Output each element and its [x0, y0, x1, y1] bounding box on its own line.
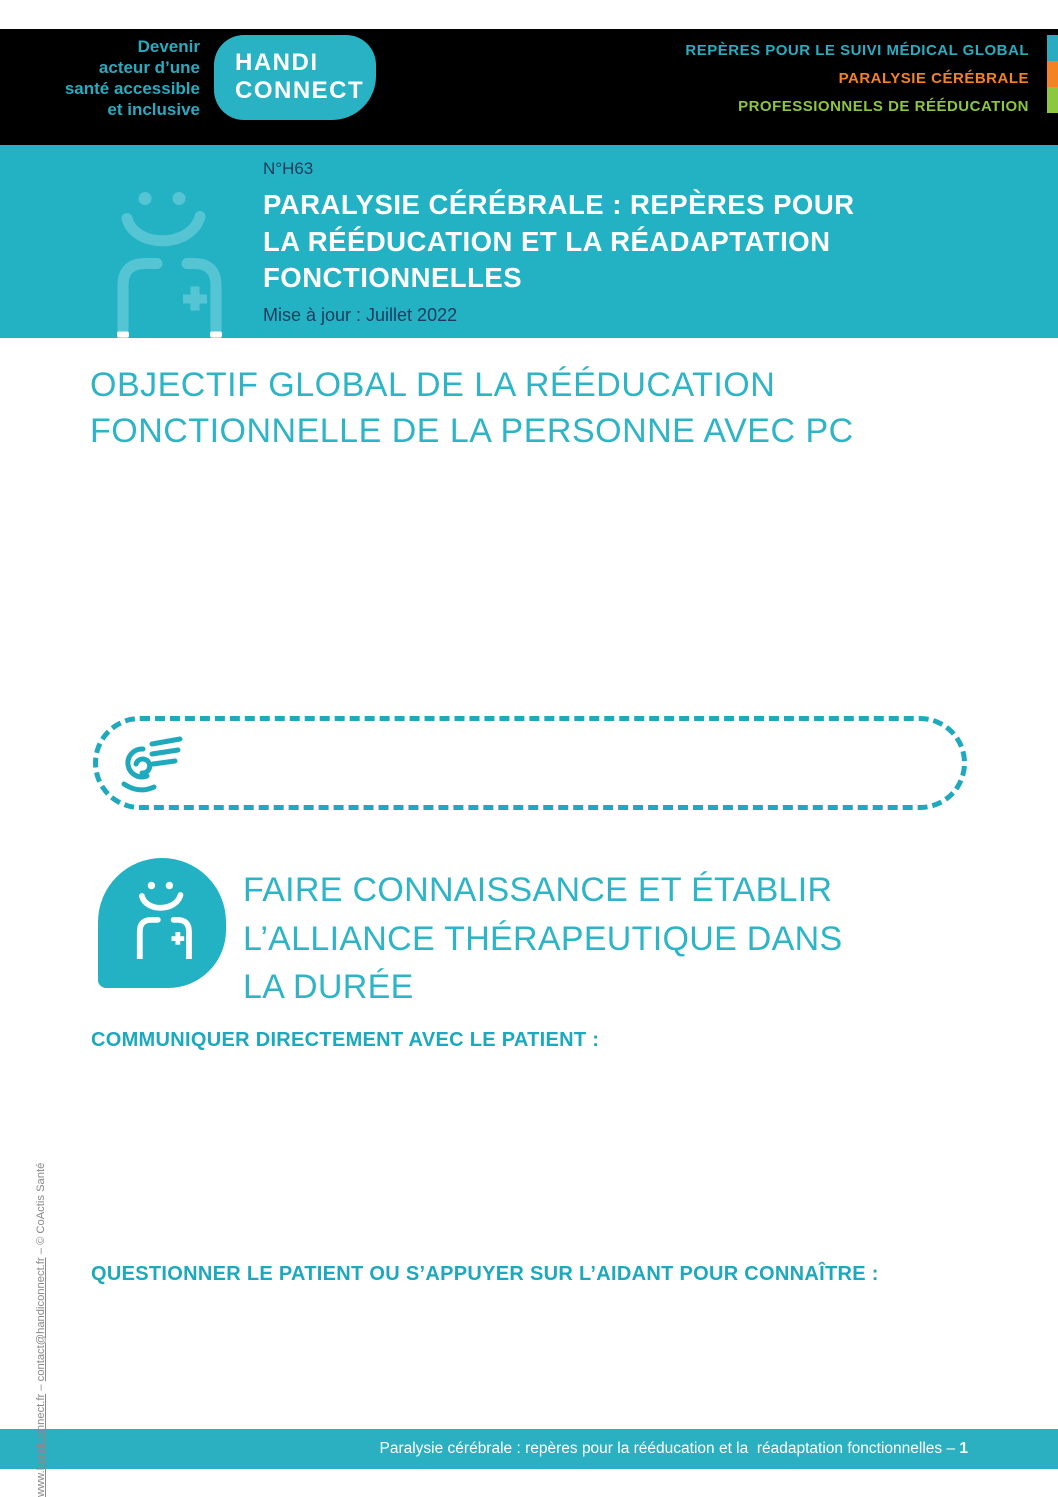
category-color-strip: [1047, 35, 1058, 113]
email-link[interactable]: contact@handiconnect.fr: [35, 1257, 47, 1382]
category-paralysie-cerebrale: PARALYSIE CÉRÉBRALE: [838, 70, 1029, 87]
tagline-line: santé accessible: [64, 79, 200, 98]
section-alliance-heading: [243, 866, 842, 1012]
footer-band: [0, 1429, 1058, 1469]
heading-line: LA DURÉE: [243, 968, 414, 1006]
category-suivi-medical: REPÈRES POUR LE SUIVI MÉDICAL GLOBAL: [685, 42, 1029, 59]
footer-caption: [379, 1429, 968, 1469]
subhead-communiquer: COMMUNIQUER DIRECTEMENT AVEC LE PATIENT :: [91, 1029, 600, 1051]
doctor-avatar-icon: [98, 858, 226, 988]
logo-line: CONNECT: [235, 77, 365, 104]
side-credit-note: [35, 1163, 47, 1497]
separator: –: [35, 1381, 47, 1394]
website-link[interactable]: www.handiconnect.fr: [35, 1393, 47, 1497]
fiche-number: N°H63: [263, 159, 314, 178]
title-line: FONCTIONNELLES: [263, 262, 523, 293]
title-banner: [0, 145, 1058, 338]
key-point-box: [93, 716, 967, 810]
heading-line: FONCTIONNELLE DE LA PERSONNE AVEC PC: [90, 412, 854, 450]
strip-orange-block: [1047, 61, 1058, 87]
document-categories: [685, 37, 1029, 121]
tagline-line: Devenir: [137, 37, 200, 56]
tagline-line: acteur d’une: [98, 58, 200, 77]
header-band: [0, 29, 1058, 145]
update-date: Mise à jour : Juillet 2022: [263, 304, 458, 325]
doctor-smiley-glyph: [125, 877, 199, 959]
page-number: 1: [959, 1440, 968, 1457]
brand-tagline: [0, 36, 200, 120]
title-line: LA RÉÉDUCATION ET LA RÉADAPTATION: [263, 225, 831, 257]
category-professionnels: PROFESSIONNELS DE RÉÉDUCATION: [738, 98, 1029, 115]
subhead-questionner: QUESTIONNER LE PATIENT OU S’APPUYER SUR L’AIDANT POUR CONNAÎTRE :: [91, 1263, 879, 1285]
title-line: PARALYSIE CÉRÉBRALE : REPÈRES POUR: [263, 189, 855, 220]
logo-line: HANDI: [235, 49, 319, 76]
heading-line: L’ALLIANCE THÉRAPEUTIQUE DANS: [243, 919, 843, 958]
pointing-hand-icon: [112, 734, 184, 796]
strip-green-block: [1047, 87, 1058, 113]
section-objective-heading: [90, 362, 854, 454]
handiconnect-logo: [214, 35, 376, 120]
copyright-text: – © CoActis Santé: [35, 1162, 47, 1258]
document-title: [263, 187, 855, 297]
tagline-line: et inclusive: [107, 100, 200, 119]
strip-teal-block: [1047, 35, 1058, 61]
heading-line: FAIRE CONNAISSANCE ET ÉTABLIR: [243, 871, 833, 909]
doctor-smiley-watermark-icon: [95, 182, 235, 338]
footer-text: Paralysie cérébrale : repères pour la rééducation et la réadaptation fonctionnelles –: [379, 1440, 960, 1457]
heading-line: OBJECTIF GLOBAL DE LA RÉÉDUCATION: [90, 366, 776, 404]
